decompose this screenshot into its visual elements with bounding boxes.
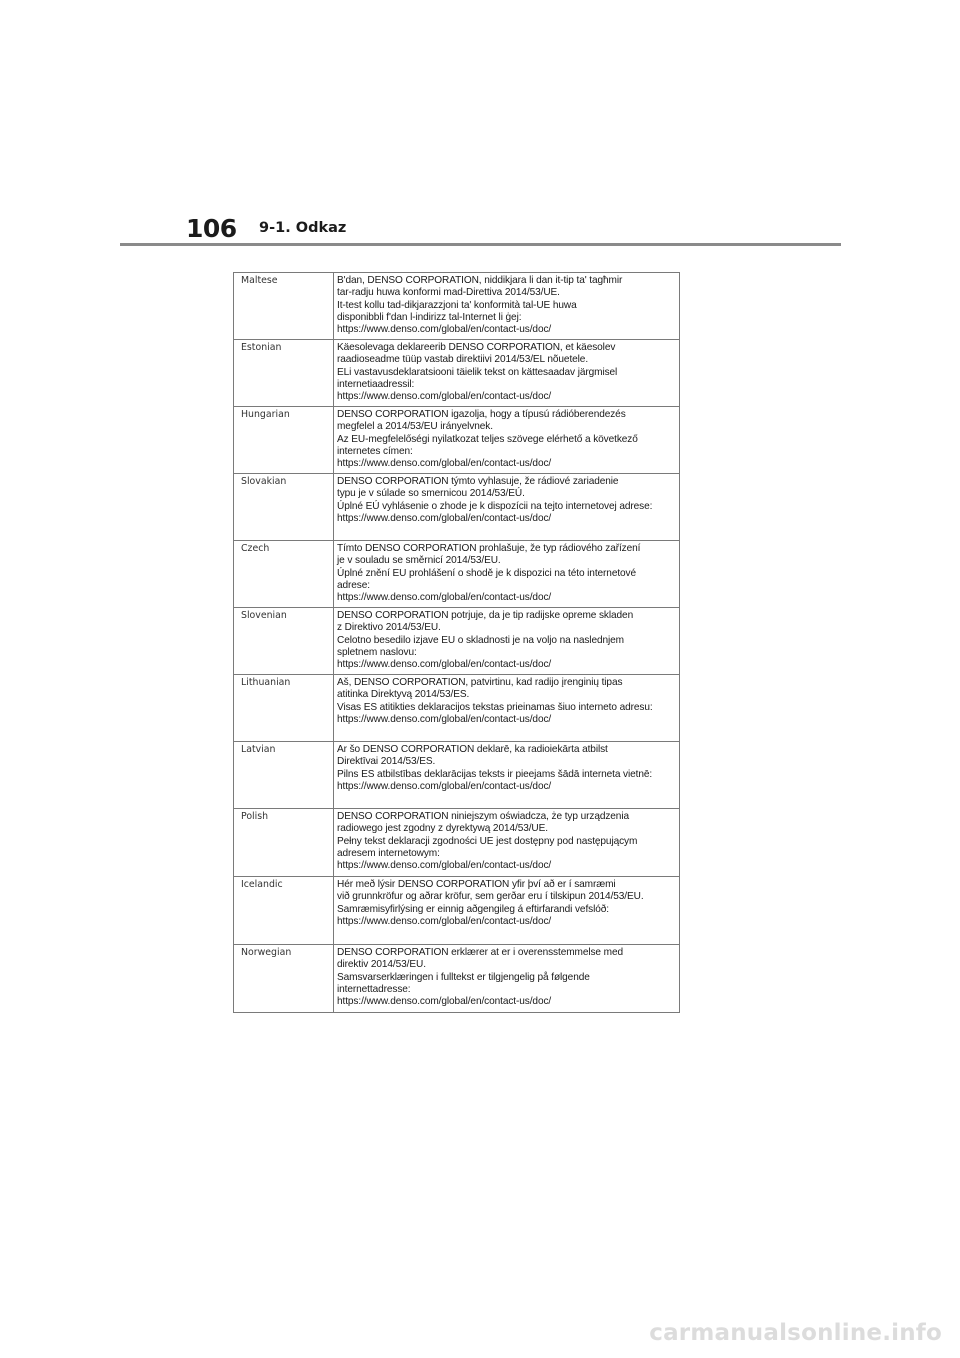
declaration-line: Úplné EÚ vyhlásenie o zhode je k dispozícii na tejto internetovej adrese: [337,500,653,512]
declaration-line: disponibbli f'dan l-indirizz tal-Internet li ġej: [337,311,522,323]
declaration-line: raadioseadme tüüp vastab direktiivi 2014/53/EL nõuetele. [337,354,589,366]
declaration-line: https://www.denso.com/global/en/contact-us/doc/ [337,915,552,927]
declaration-line: megfelel a 2014/53/EU irányelvnek. [337,421,493,433]
language-name: Czech [234,541,334,608]
table-row [234,474,680,541]
declaration-line: atitinka Direktyvą 2014/53/ES. [337,689,470,701]
table-row [234,541,680,608]
declaration-text [334,474,680,541]
chapter-title: 9-1. Odkaz [259,220,347,236]
declaration-text [334,273,680,340]
declaration-table [233,272,680,1013]
declaration-line: z Direktivo 2014/53/EU. [337,622,441,634]
declaration-text [334,877,680,945]
declaration-line: spletnem naslovu: [337,646,417,658]
declaration-line: internetiaadressil: [337,378,415,390]
declaration-line: Az EU-megfelelőségi nyilatkozat teljes szövege elérhető a következő [337,433,638,445]
declaration-line: við grunnkröfur og aðrar kröfur, sem gerðar eru í tilskipun 2014/53/EU. [337,891,644,903]
declaration-line: radiowego jest zgodny z dyrektywą 2014/53/UE. [337,823,548,835]
declaration-line: Hér með lýsir DENSO CORPORATION yfir því að er í samræmi [337,879,616,890]
table-row [234,608,680,675]
language-name: Hungarian [234,407,334,474]
declaration-line: https://www.denso.com/global/en/contact-us/doc/ [337,780,552,792]
declaration-line: internetes címen: [337,445,413,457]
declaration-text [334,340,680,407]
header-rule [120,243,841,246]
table-row [234,340,680,407]
language-name: Polish [234,809,334,877]
declaration-line: Direktīvai 2014/53/ES. [337,756,436,768]
language-name: Latvian [234,742,334,809]
declaration-table-body [234,273,680,1013]
declaration-line: https://www.denso.com/global/en/contact-us/doc/ [337,996,552,1008]
declaration-line: direktiv 2014/53/EU. [337,959,426,971]
table-row [234,407,680,474]
language-name: Icelandic [234,877,334,945]
language-name: Estonian [234,340,334,407]
language-name: Slovakian [234,474,334,541]
declaration-text [334,407,680,474]
declaration-text [334,945,680,1013]
declaration-text [334,742,680,809]
declaration-line: Úplné znění EU prohlášení o shodě je k dispozici na této internetové [337,567,637,579]
declaration-line: https://www.denso.com/global/en/contact-us/doc/ [337,458,552,470]
table-row [234,742,680,809]
table-row [234,877,680,945]
declaration-line: adresem internetowym: [337,847,440,859]
declaration-line: adrese: [337,579,370,591]
declaration-line: https://www.denso.com/global/en/contact-us/doc/ [337,659,552,671]
declaration-line: Aš, DENSO CORPORATION, patvirtinu, kad radijo įrenginių tipas [337,677,623,688]
language-name: Lithuanian [234,675,334,742]
table-row [234,945,680,1013]
declaration-line: je v souladu se směrnicí 2014/53/EU. [337,555,501,567]
declaration-text [334,541,680,608]
declaration-line: Pilns ES atbilstības deklarācijas teksts ir pieejams šādā interneta vietnē: [337,768,653,780]
watermark: carmanualsonline.info [649,1320,942,1346]
table-row [234,675,680,742]
declaration-text [334,809,680,877]
declaration-line: B'dan, DENSO CORPORATION, niddikjara li dan it-tip ta' tagħmir [337,275,623,286]
declaration-line: https://www.denso.com/global/en/contact-us/doc/ [337,860,552,872]
declaration-line: tar-radju huwa konformi mad-Direttiva 2014/53/UE. [337,287,560,299]
declaration-line: DENSO CORPORATION niniejszym oświadcza, że typ urządzenia [337,811,629,822]
declaration-line: Pełny tekst deklaracji zgodności UE jest dostępny pod następującym [337,835,638,847]
declaration-line: https://www.denso.com/global/en/contact-us/doc/ [337,391,552,403]
declaration-line: Tímto DENSO CORPORATION prohlašuje, že typ rádiového zařízení [337,543,641,554]
declaration-line: Celotno besedilo izjave EU o skladnosti je na voljo na naslednjem [337,634,624,646]
declaration-line: Ar šo DENSO CORPORATION deklarē, ka radioiekārta atbilst [337,744,608,755]
declaration-line: https://www.denso.com/global/en/contact-us/doc/ [337,713,552,725]
language-name: Maltese [234,273,334,340]
declaration-text [334,608,680,675]
declaration-line: DENSO CORPORATION potrjuje, da je tip radijske opreme skladen [337,610,634,621]
declaration-line: Käesolevaga deklareerib DENSO CORPORATION, et käesolev [337,342,616,353]
language-name: Slovenian [234,608,334,675]
declaration-line: ELi vastavusdeklaratsiooni täielik tekst on kättesaadav järgmisel [337,366,618,378]
page-number: 106 [186,214,237,243]
declaration-text [334,675,680,742]
declaration-line: DENSO CORPORATION igazolja, hogy a típusú rádióberendezés [337,409,626,420]
declaration-line: DENSO CORPORATION týmto vyhlasuje, že rádiové zariadenie [337,476,619,487]
declaration-line: Samræmisyfirlýsing er einnig aðgengileg á eftirfarandi vefslóð: [337,903,609,915]
declaration-line: DENSO CORPORATION erklærer at er i overensstemmelse med [337,947,623,958]
declaration-line: https://www.denso.com/global/en/contact-us/doc/ [337,324,552,336]
declaration-line: It-test kollu tad-dikjarazzjoni ta' konformità tal-UE huwa [337,299,577,311]
table-row [234,809,680,877]
declaration-line: typu je v súlade so smernicou 2014/53/EÚ. [337,488,525,500]
table-row [234,273,680,340]
declaration-line: https://www.denso.com/global/en/contact-us/doc/ [337,512,552,524]
declaration-line: Visas ES atitikties deklaracijos tekstas prieinamas šiuo interneto adresu: [337,701,653,713]
declaration-line: https://www.denso.com/global/en/contact-us/doc/ [337,592,552,604]
declaration-line: internettadresse: [337,983,411,995]
language-name: Norwegian [234,945,334,1013]
declaration-line: Samsvarserklæringen i fulltekst er tilgjengelig på følgende [337,971,590,983]
